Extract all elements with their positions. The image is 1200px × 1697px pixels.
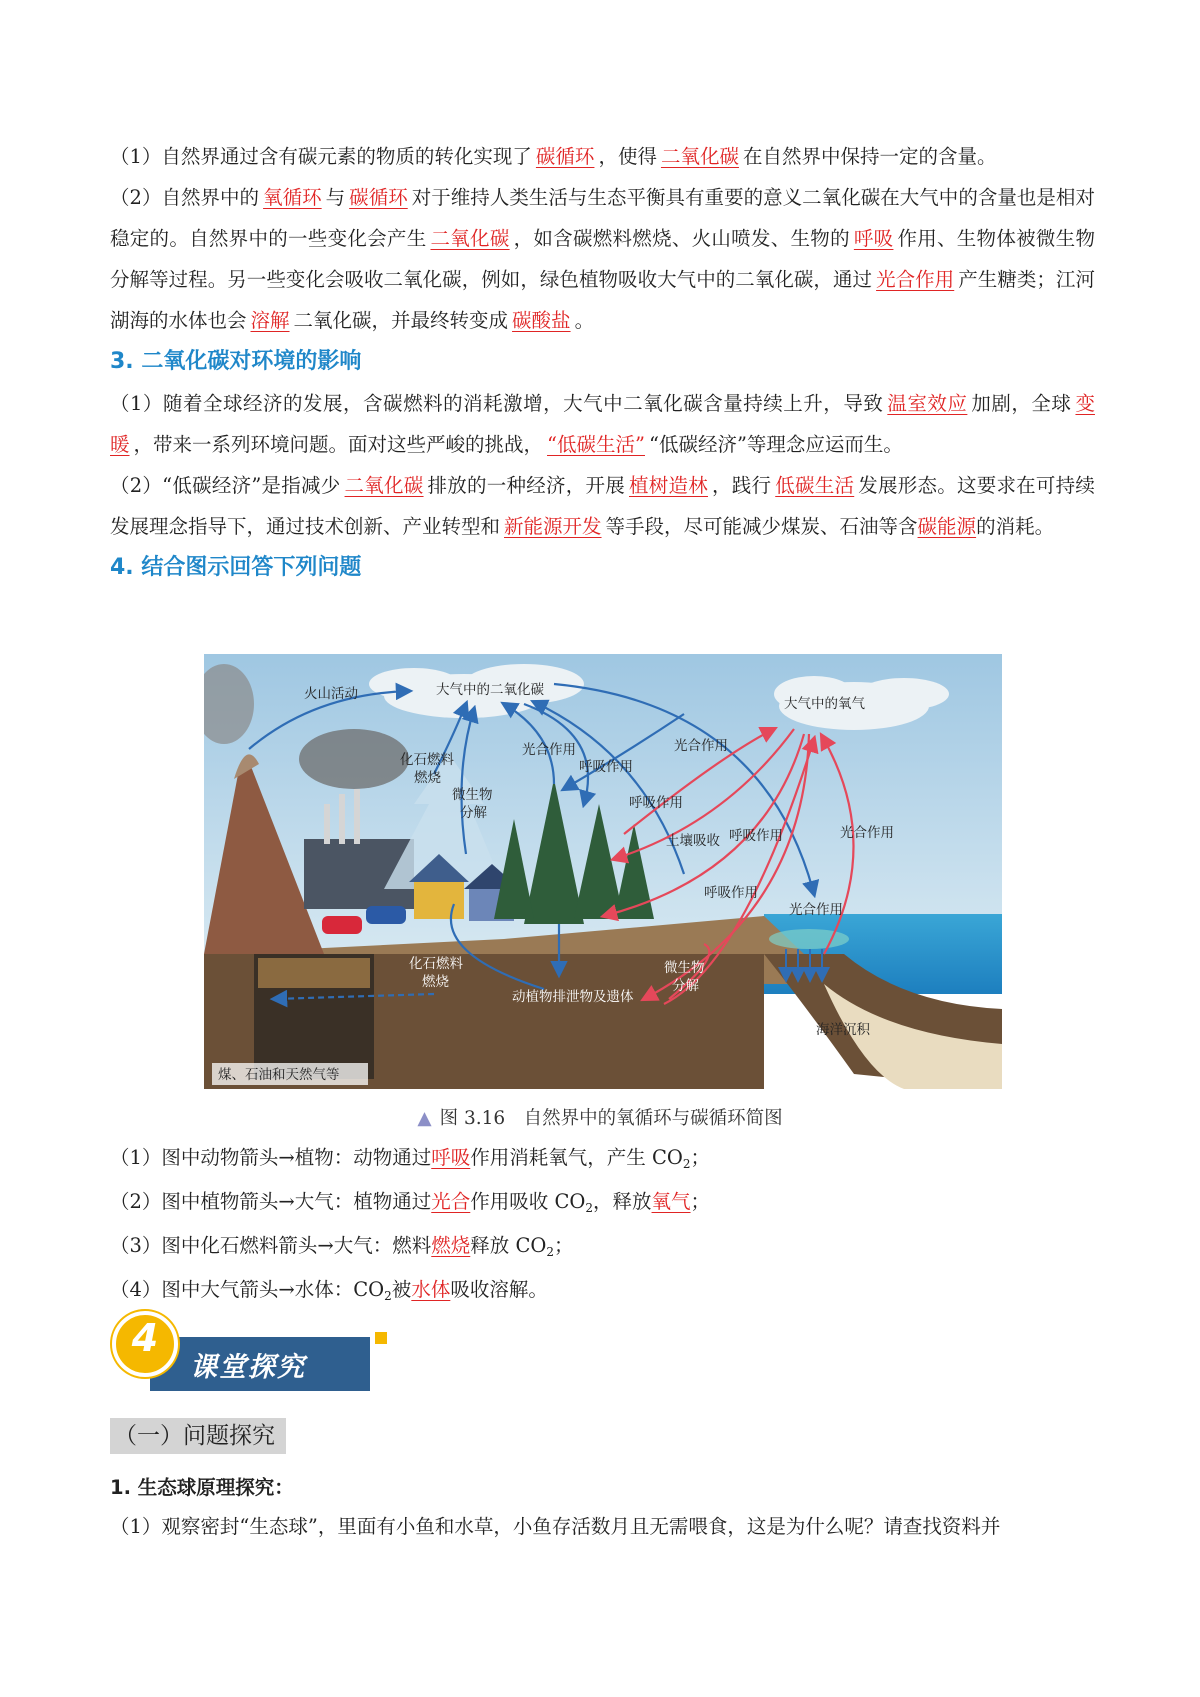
text: 二氧化碳，并最终转变成 bbox=[293, 309, 509, 332]
question-2 bbox=[110, 1181, 1095, 1225]
label-coal: 煤、石油和天然气等 bbox=[218, 1067, 340, 1083]
text: （1）随着全球经济的发展，含碳燃料的消耗激增，大气中二氧化碳含量持续上升，导致 bbox=[110, 392, 884, 415]
text: 加剧，全球 bbox=[971, 392, 1072, 415]
answer-blank: 碳循环 bbox=[349, 186, 408, 209]
paragraph-2-2 bbox=[110, 177, 1095, 341]
answer-blank: 光合作用 bbox=[876, 268, 955, 291]
triangle-marker-icon: ▲ bbox=[417, 1108, 432, 1129]
answer-blank: “低碳生活” bbox=[547, 433, 645, 456]
text: （1）自然界通过含有碳元素的物质的转化实现了 bbox=[110, 145, 532, 168]
text: ，践行 bbox=[711, 474, 772, 497]
answer-blank: 碳循环 bbox=[535, 145, 595, 168]
text: 排放的一种经济，开展 bbox=[427, 474, 625, 497]
text: ，带来一系列环境问题。面对这些严峻的挑战， bbox=[133, 433, 544, 456]
body-text bbox=[110, 136, 1095, 589]
text: 的消耗。 bbox=[976, 515, 1055, 538]
text: 产生糖类；江河湖海的水体也会 bbox=[110, 268, 1095, 332]
subscript: 2 bbox=[682, 1157, 691, 1171]
label-fossil-burn-underground: 燃烧 bbox=[422, 974, 449, 990]
text: ； bbox=[690, 1146, 711, 1169]
text: 在自然界中保持一定的含量。 bbox=[742, 145, 997, 168]
subscript: 2 bbox=[585, 1201, 594, 1215]
banner-accent-square bbox=[375, 1332, 387, 1344]
label-volcano: 火山活动 bbox=[304, 686, 358, 702]
label-respiration: 呼吸作用 bbox=[704, 885, 758, 901]
answer-blank: 氧气 bbox=[651, 1190, 691, 1213]
answer-blank: 温室效应 bbox=[887, 392, 968, 415]
label-photosynthesis: 光合作用 bbox=[789, 902, 843, 918]
carbon-oxygen-cycle-figure bbox=[204, 654, 1002, 1089]
text: ； bbox=[690, 1190, 711, 1213]
text: ； bbox=[554, 1234, 574, 1257]
figure-questions bbox=[110, 1137, 1095, 1313]
subscript: 2 bbox=[384, 1289, 392, 1303]
question-title: 1. 生态球原理探究： bbox=[110, 1476, 294, 1499]
text: 等手段，尽可能减少煤炭、石油等含 bbox=[605, 515, 918, 538]
answer-blank: 呼吸 bbox=[853, 227, 894, 250]
label-microbe-underground: 分解 bbox=[672, 978, 699, 994]
question-4 bbox=[110, 1269, 1095, 1313]
label-microbe-underground: 微生物 bbox=[664, 960, 705, 976]
label-fossil-burn: 燃烧 bbox=[414, 770, 441, 786]
text: 被 bbox=[391, 1278, 412, 1301]
text: 。 bbox=[574, 309, 595, 332]
label-respiration: 呼吸作用 bbox=[579, 759, 633, 775]
text: （3）图中化石燃料箭头→大气：燃料 bbox=[110, 1234, 432, 1257]
text: ，使得 bbox=[598, 145, 657, 168]
label-photosynthesis: 光合作用 bbox=[522, 742, 576, 758]
banner-number: 4 bbox=[131, 1316, 159, 1360]
label-fossil-burn-underground: 化石燃料 bbox=[409, 956, 463, 972]
text: 作用消耗氧气，产生 CO bbox=[470, 1146, 683, 1169]
subscript: 2 bbox=[546, 1245, 555, 1259]
text: 释放 CO bbox=[470, 1234, 547, 1257]
section-heading-3: 3. 二氧化碳对环境的影响 bbox=[110, 349, 362, 374]
figure-caption bbox=[0, 1104, 1200, 1130]
text: 吸收溶解。 bbox=[450, 1278, 548, 1301]
label-photosynthesis: 光合作用 bbox=[840, 825, 894, 841]
text: “低碳经济”等理念应运而生。 bbox=[648, 433, 903, 456]
answer-blank: 低碳生活 bbox=[775, 474, 855, 497]
text: （2）自然界中的 bbox=[110, 186, 260, 209]
text: ，如含碳燃料燃烧、火山喷发、生物的 bbox=[513, 227, 850, 250]
answer-blank: 二氧化碳 bbox=[660, 145, 739, 168]
answer-blank: 二氧化碳 bbox=[344, 474, 424, 497]
text: （2）图中植物箭头→大气：植物通过 bbox=[110, 1190, 432, 1213]
label-fossil-burn: 化石燃料 bbox=[400, 752, 454, 768]
question-3 bbox=[110, 1225, 1095, 1269]
answer-blank: 呼吸 bbox=[431, 1146, 471, 1169]
label-respiration: 呼吸作用 bbox=[729, 828, 783, 844]
text: 作用吸收 CO bbox=[470, 1190, 586, 1213]
label-soil-absorb: 土壤吸收 bbox=[666, 833, 720, 849]
answer-blank: 溶解 bbox=[250, 309, 290, 332]
answer-blank: 燃烧 bbox=[431, 1234, 471, 1257]
label-remains: 动植物排泄物及遗体 bbox=[512, 989, 634, 1005]
label-sediment: 海洋沉积 bbox=[816, 1022, 870, 1038]
text: （4）图中大气箭头→水体：CO bbox=[110, 1278, 385, 1301]
answer-blank: 新能源开发 bbox=[504, 515, 602, 538]
answer-blank: 植树造林 bbox=[629, 474, 708, 497]
label-atm-co2: 大气中的二氧化碳 bbox=[436, 682, 544, 698]
paragraph-3-2 bbox=[110, 465, 1095, 547]
answer-blank: 氧循环 bbox=[263, 186, 322, 209]
answer-blank: 变暖 bbox=[110, 392, 1095, 456]
section-heading-4: 4. 结合图示回答下列问题 bbox=[110, 555, 362, 580]
label-microbe: 分解 bbox=[460, 805, 487, 821]
question-line: （1）观察密封“生态球”，里面有小鱼和水草，小鱼存活数月且无需喂食，这是为什么呢？请查找资料并 bbox=[110, 1515, 1001, 1538]
car bbox=[322, 916, 362, 934]
text: （2）“低碳经济”是指减少 bbox=[110, 474, 341, 497]
text: 作用、生物体被微生物分解等过程。另一些变化会吸收二氧化碳，例如，绿色植物吸收大气中的二氧化碳，通过 bbox=[110, 227, 1095, 291]
answer-blank: 二氧化碳 bbox=[430, 227, 510, 250]
paragraph-2-1 bbox=[110, 136, 1095, 177]
text: 发展形态。这要求在可持续发展理念指导下，通过技术创新、产业转型和 bbox=[110, 474, 1095, 538]
car bbox=[366, 906, 406, 924]
label-respiration: 呼吸作用 bbox=[629, 795, 683, 811]
answer-blank: 水体 bbox=[411, 1278, 451, 1301]
paragraph-3-1 bbox=[110, 383, 1095, 465]
question-1 bbox=[110, 1137, 1095, 1181]
text: （1）图中动物箭头→植物：动物通过 bbox=[110, 1146, 432, 1169]
text: ，释放 bbox=[593, 1190, 652, 1213]
label-photosynthesis: 光合作用 bbox=[674, 738, 728, 754]
label-atm-o2: 大气中的氧气 bbox=[784, 696, 865, 712]
label-microbe: 微生物 bbox=[452, 787, 493, 803]
subsection-label: （一）问题探究 bbox=[110, 1418, 286, 1454]
answer-blank: 碳酸盐 bbox=[512, 309, 571, 332]
answer-blank: 碳能源 bbox=[917, 515, 977, 538]
text: 与 bbox=[325, 186, 346, 209]
answer-blank: 光合 bbox=[431, 1190, 471, 1213]
banner-title: 课堂探究 bbox=[190, 1352, 306, 1383]
text: 对于维持人类生活与生态平衡具有重要的意义二氧化碳在大气中的含量也是相对稳定的。自然界中的一些变化会产生 bbox=[110, 186, 1095, 250]
caption-text: 图 3.16 自然界中的氧循环与碳循环简图 bbox=[439, 1108, 783, 1129]
section-banner bbox=[112, 1311, 392, 1397]
